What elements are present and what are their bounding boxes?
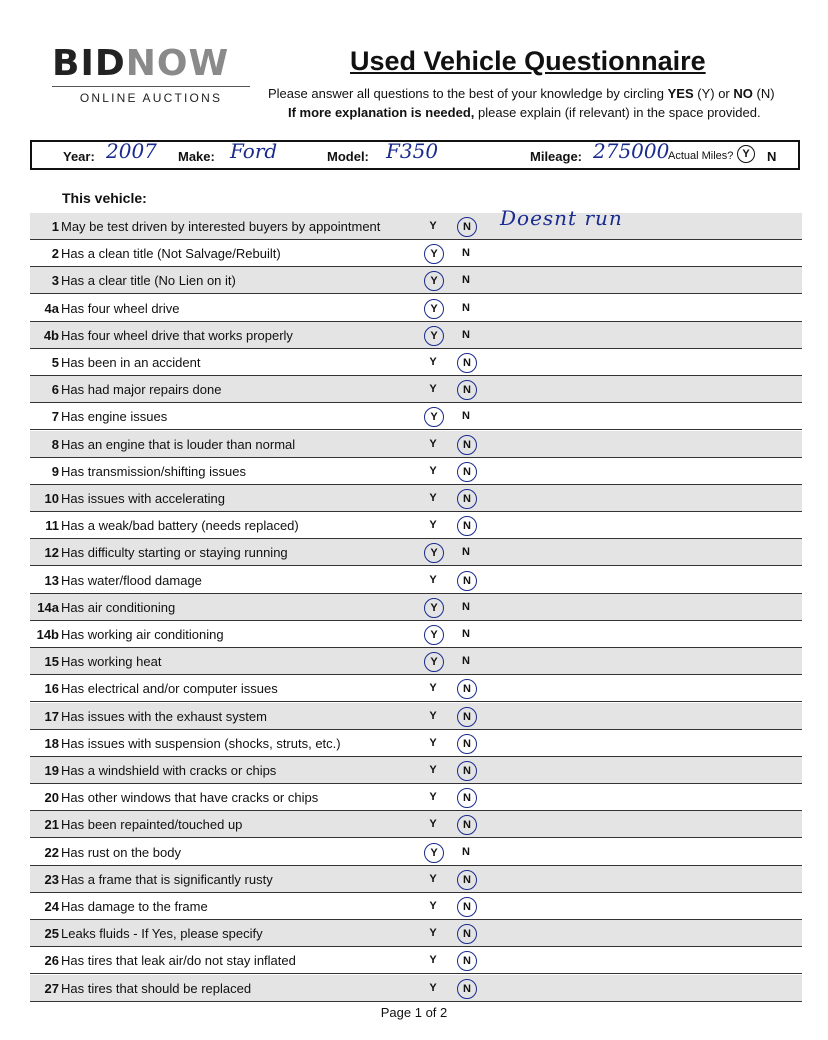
question-number: 2 [51, 246, 59, 262]
question-row [30, 594, 802, 621]
question-row [30, 267, 802, 294]
instr-text: (N) [752, 86, 775, 101]
instructions-line-1 [268, 86, 775, 101]
question-row [30, 567, 802, 594]
answer-no[interactable]: N [462, 274, 470, 287]
answer-yes[interactable]: Y [429, 383, 437, 396]
answer-no[interactable]: N [457, 815, 477, 835]
question-number: 22 [44, 844, 59, 860]
answer-yes[interactable]: Y [424, 652, 444, 672]
question-number: 17 [44, 708, 59, 724]
instr-no: NO [733, 86, 753, 101]
answer-yes[interactable]: Y [429, 736, 437, 749]
actual-miles-no[interactable]: N [767, 149, 777, 164]
question-text: Has issues with the exhaust system [61, 708, 267, 724]
question-number: 19 [44, 763, 59, 778]
question-text: Has a windshield with cracks or chips [61, 763, 277, 778]
model-label: Model: [327, 149, 369, 164]
question-row [30, 675, 802, 702]
year-value[interactable]: 2007 [106, 139, 157, 163]
answer-yes[interactable]: Y [424, 598, 444, 618]
question-number: 12 [44, 545, 59, 561]
actual-miles-yes[interactable] [737, 145, 755, 163]
answer-yes[interactable]: Y [424, 244, 444, 264]
answer-no[interactable]: N [457, 435, 477, 455]
answer-yes[interactable]: Y [424, 625, 444, 645]
instructions-line-2 [288, 105, 761, 120]
answer-yes[interactable]: Y [424, 271, 444, 291]
question-text: Has been repainted/touched up [61, 817, 243, 833]
question-row [30, 866, 802, 893]
question-text: Has a frame that is significantly rusty [61, 871, 273, 887]
actual-miles-yes-circled: Y [737, 145, 755, 163]
question-row [30, 485, 802, 512]
question-text: Has working heat [61, 654, 162, 670]
answer-yes[interactable]: Y [429, 573, 437, 586]
answer-yes[interactable]: Y [429, 682, 437, 695]
question-text: Has issues with accelerating [61, 491, 226, 506]
question-row [30, 621, 802, 648]
answer-no[interactable]: N [462, 845, 470, 858]
question-text: Has an engine that is louder than normal [61, 436, 296, 452]
question-row [30, 403, 802, 430]
question-number: 10 [44, 491, 59, 506]
answer-no[interactable]: N [457, 734, 477, 754]
answer-yes[interactable]: Y [429, 356, 437, 368]
question-row [30, 349, 802, 376]
answer-yes[interactable]: Y [429, 954, 437, 967]
answer-no[interactable]: N [457, 707, 477, 727]
question-text: Has engine issues [61, 409, 168, 425]
question-text: Has had major repairs done [61, 382, 222, 398]
question-number: 24 [44, 899, 59, 914]
vehicle-info-box [30, 140, 800, 170]
answer-yes[interactable]: Y [429, 764, 437, 776]
answer-yes[interactable]: Y [429, 464, 437, 477]
question-row [30, 206, 802, 240]
question-row [30, 730, 802, 757]
question-text: Has working air conditioning [61, 627, 224, 642]
answer-yes[interactable]: Y [429, 709, 437, 722]
answer-no[interactable]: N [457, 870, 477, 890]
question-row [30, 458, 802, 485]
question-number: 4b [43, 327, 59, 343]
question-number: 15 [44, 654, 59, 670]
question-row [30, 839, 802, 866]
answer-yes[interactable]: Y [429, 981, 437, 994]
question-text: Has issues with suspension (shocks, struts, etc.) [61, 735, 341, 751]
question-text: Has tires that leak air/do not stay inflated [61, 953, 296, 969]
answer-yes[interactable]: Y [429, 900, 437, 912]
question-number: 3 [51, 273, 59, 289]
answer-yes[interactable]: Y [424, 326, 444, 346]
question-number: 8 [51, 436, 59, 452]
answer-yes[interactable]: Y [429, 818, 437, 831]
question-number: 27 [44, 980, 59, 996]
answer-yes[interactable]: Y [429, 437, 437, 450]
question-row [30, 757, 802, 784]
question-text: Has been in an accident [61, 355, 201, 370]
question-number: 14a [37, 599, 59, 615]
question-row [30, 784, 802, 811]
logo-subtitle: ONLINE AUCTIONS [79, 91, 223, 105]
instr-bold: If more explanation is needed, [288, 105, 475, 120]
question-row [30, 947, 802, 974]
question-number: 5 [51, 355, 59, 370]
answer-no[interactable]: N [462, 247, 470, 260]
answer-no[interactable]: N [457, 217, 477, 237]
question-number: 9 [51, 463, 59, 479]
page-title: Used Vehicle Questionnaire [350, 46, 706, 76]
question-row [30, 920, 802, 947]
answer-no[interactable]: N [462, 655, 470, 668]
section-label: This vehicle: [62, 190, 147, 206]
answer-no[interactable]: N [462, 546, 470, 559]
logo-now: NOW [125, 43, 230, 84]
question-number: 18 [44, 735, 59, 751]
page-number: Page 1 of 2 [380, 1005, 448, 1020]
answer-yes[interactable]: Y [429, 220, 437, 232]
answer-yes[interactable]: Y [429, 791, 437, 804]
question-number: 14b [36, 627, 59, 642]
answer-no[interactable]: N [457, 353, 477, 373]
question-number: 21 [44, 817, 59, 833]
answer-no[interactable]: N [457, 924, 477, 944]
question-text: Has a clear title (No Lien on it) [61, 273, 236, 289]
make-label: Make: [178, 149, 215, 164]
question-number: 16 [44, 681, 59, 697]
answer-no[interactable]: N [462, 301, 470, 314]
question-number: 1 [51, 219, 59, 234]
question-number: 4a [44, 300, 59, 316]
year-label: Year: [63, 149, 95, 164]
answer-no[interactable]: N [457, 462, 477, 482]
answer-yes[interactable]: Y [424, 299, 444, 319]
question-row [30, 295, 802, 322]
answer-no[interactable]: N [457, 979, 477, 999]
answer-no[interactable]: N [457, 897, 477, 917]
question-row [30, 322, 802, 349]
answer-yes[interactable]: Y [424, 407, 444, 427]
answer-yes[interactable]: Y [429, 492, 437, 504]
answer-no[interactable]: N [457, 761, 477, 781]
question-row [30, 648, 802, 675]
answer-no[interactable]: N [457, 380, 477, 400]
answer-no[interactable]: N [462, 600, 470, 613]
question-number: 6 [51, 382, 59, 398]
question-row [30, 703, 802, 730]
question-number: 23 [44, 871, 59, 887]
instr-text: (Y) or [693, 86, 734, 101]
question-row [30, 376, 802, 403]
model-value[interactable]: F350 [386, 139, 439, 163]
question-number: 26 [44, 953, 59, 969]
question-text: Has a weak/bad battery (needs replaced) [61, 518, 299, 534]
question-row [30, 811, 802, 838]
question-row [30, 539, 802, 566]
instr-text: Please answer all questions to the best of your knowledge by circling [268, 86, 668, 101]
logo-wordmark [52, 44, 252, 84]
make-value[interactable]: Ford [230, 139, 278, 163]
answer-yes[interactable]: Y [429, 519, 437, 532]
question-row [30, 431, 802, 458]
question-text: Has four wheel drive that works properly [61, 327, 293, 343]
answer-yes[interactable]: Y [429, 927, 437, 940]
question-text: May be test driven by interested buyers by appointment [61, 219, 381, 234]
answer-no[interactable]: N [457, 679, 477, 699]
question-number: 13 [44, 572, 59, 588]
question-text: Has electrical and/or computer issues [61, 681, 278, 697]
question-number: 7 [51, 409, 59, 425]
answer-no[interactable]: N [457, 516, 477, 536]
answer-no[interactable]: N [457, 489, 477, 509]
question-text: Has difficulty starting or staying running [61, 545, 288, 561]
question-row [30, 893, 802, 920]
question-row [30, 975, 802, 1002]
question-text: Has water/flood damage [61, 572, 202, 588]
answer-no[interactable]: N [462, 328, 470, 341]
mileage-label: Mileage: [530, 149, 583, 164]
actual-miles-label: Actual Miles? [668, 150, 734, 162]
instr-text: please explain (if relevant) in the space provided. [474, 105, 761, 120]
mileage-value[interactable]: 275000 [593, 139, 670, 163]
logo-bid: BID [52, 43, 126, 84]
question-text: Has rust on the body [61, 844, 181, 860]
question-row [30, 240, 802, 267]
answer-no[interactable]: N [462, 410, 470, 423]
answer-yes[interactable]: Y [424, 543, 444, 563]
answer-no[interactable]: N [462, 628, 470, 640]
question-text: Has other windows that have cracks or chips [61, 790, 319, 806]
bidnow-logo [52, 44, 252, 105]
question-text: Has damage to the frame [61, 899, 208, 914]
question-text: Has transmission/shifting issues [61, 463, 246, 479]
question-text: Has tires that should be replaced [61, 980, 252, 996]
question-number: 25 [44, 926, 59, 942]
question-row [30, 512, 802, 539]
handwritten-note[interactable]: Doesnt run [500, 206, 623, 230]
answer-yes[interactable]: Y [424, 843, 444, 863]
question-number: 11 [45, 518, 59, 534]
logo-divider [52, 86, 250, 87]
answer-no[interactable]: N [457, 571, 477, 591]
question-text: Has air conditioning [61, 599, 176, 615]
question-text: Has a clean title (Not Salvage/Rebuilt) [61, 246, 281, 262]
answer-no[interactable]: N [457, 788, 477, 808]
question-text: Leaks fluids - If Yes, please specify [61, 926, 263, 942]
question-number: 20 [44, 790, 59, 806]
answer-no[interactable]: N [457, 951, 477, 971]
question-text: Has four wheel drive [61, 300, 180, 316]
instr-yes: YES [667, 86, 694, 101]
answer-yes[interactable]: Y [429, 872, 437, 885]
